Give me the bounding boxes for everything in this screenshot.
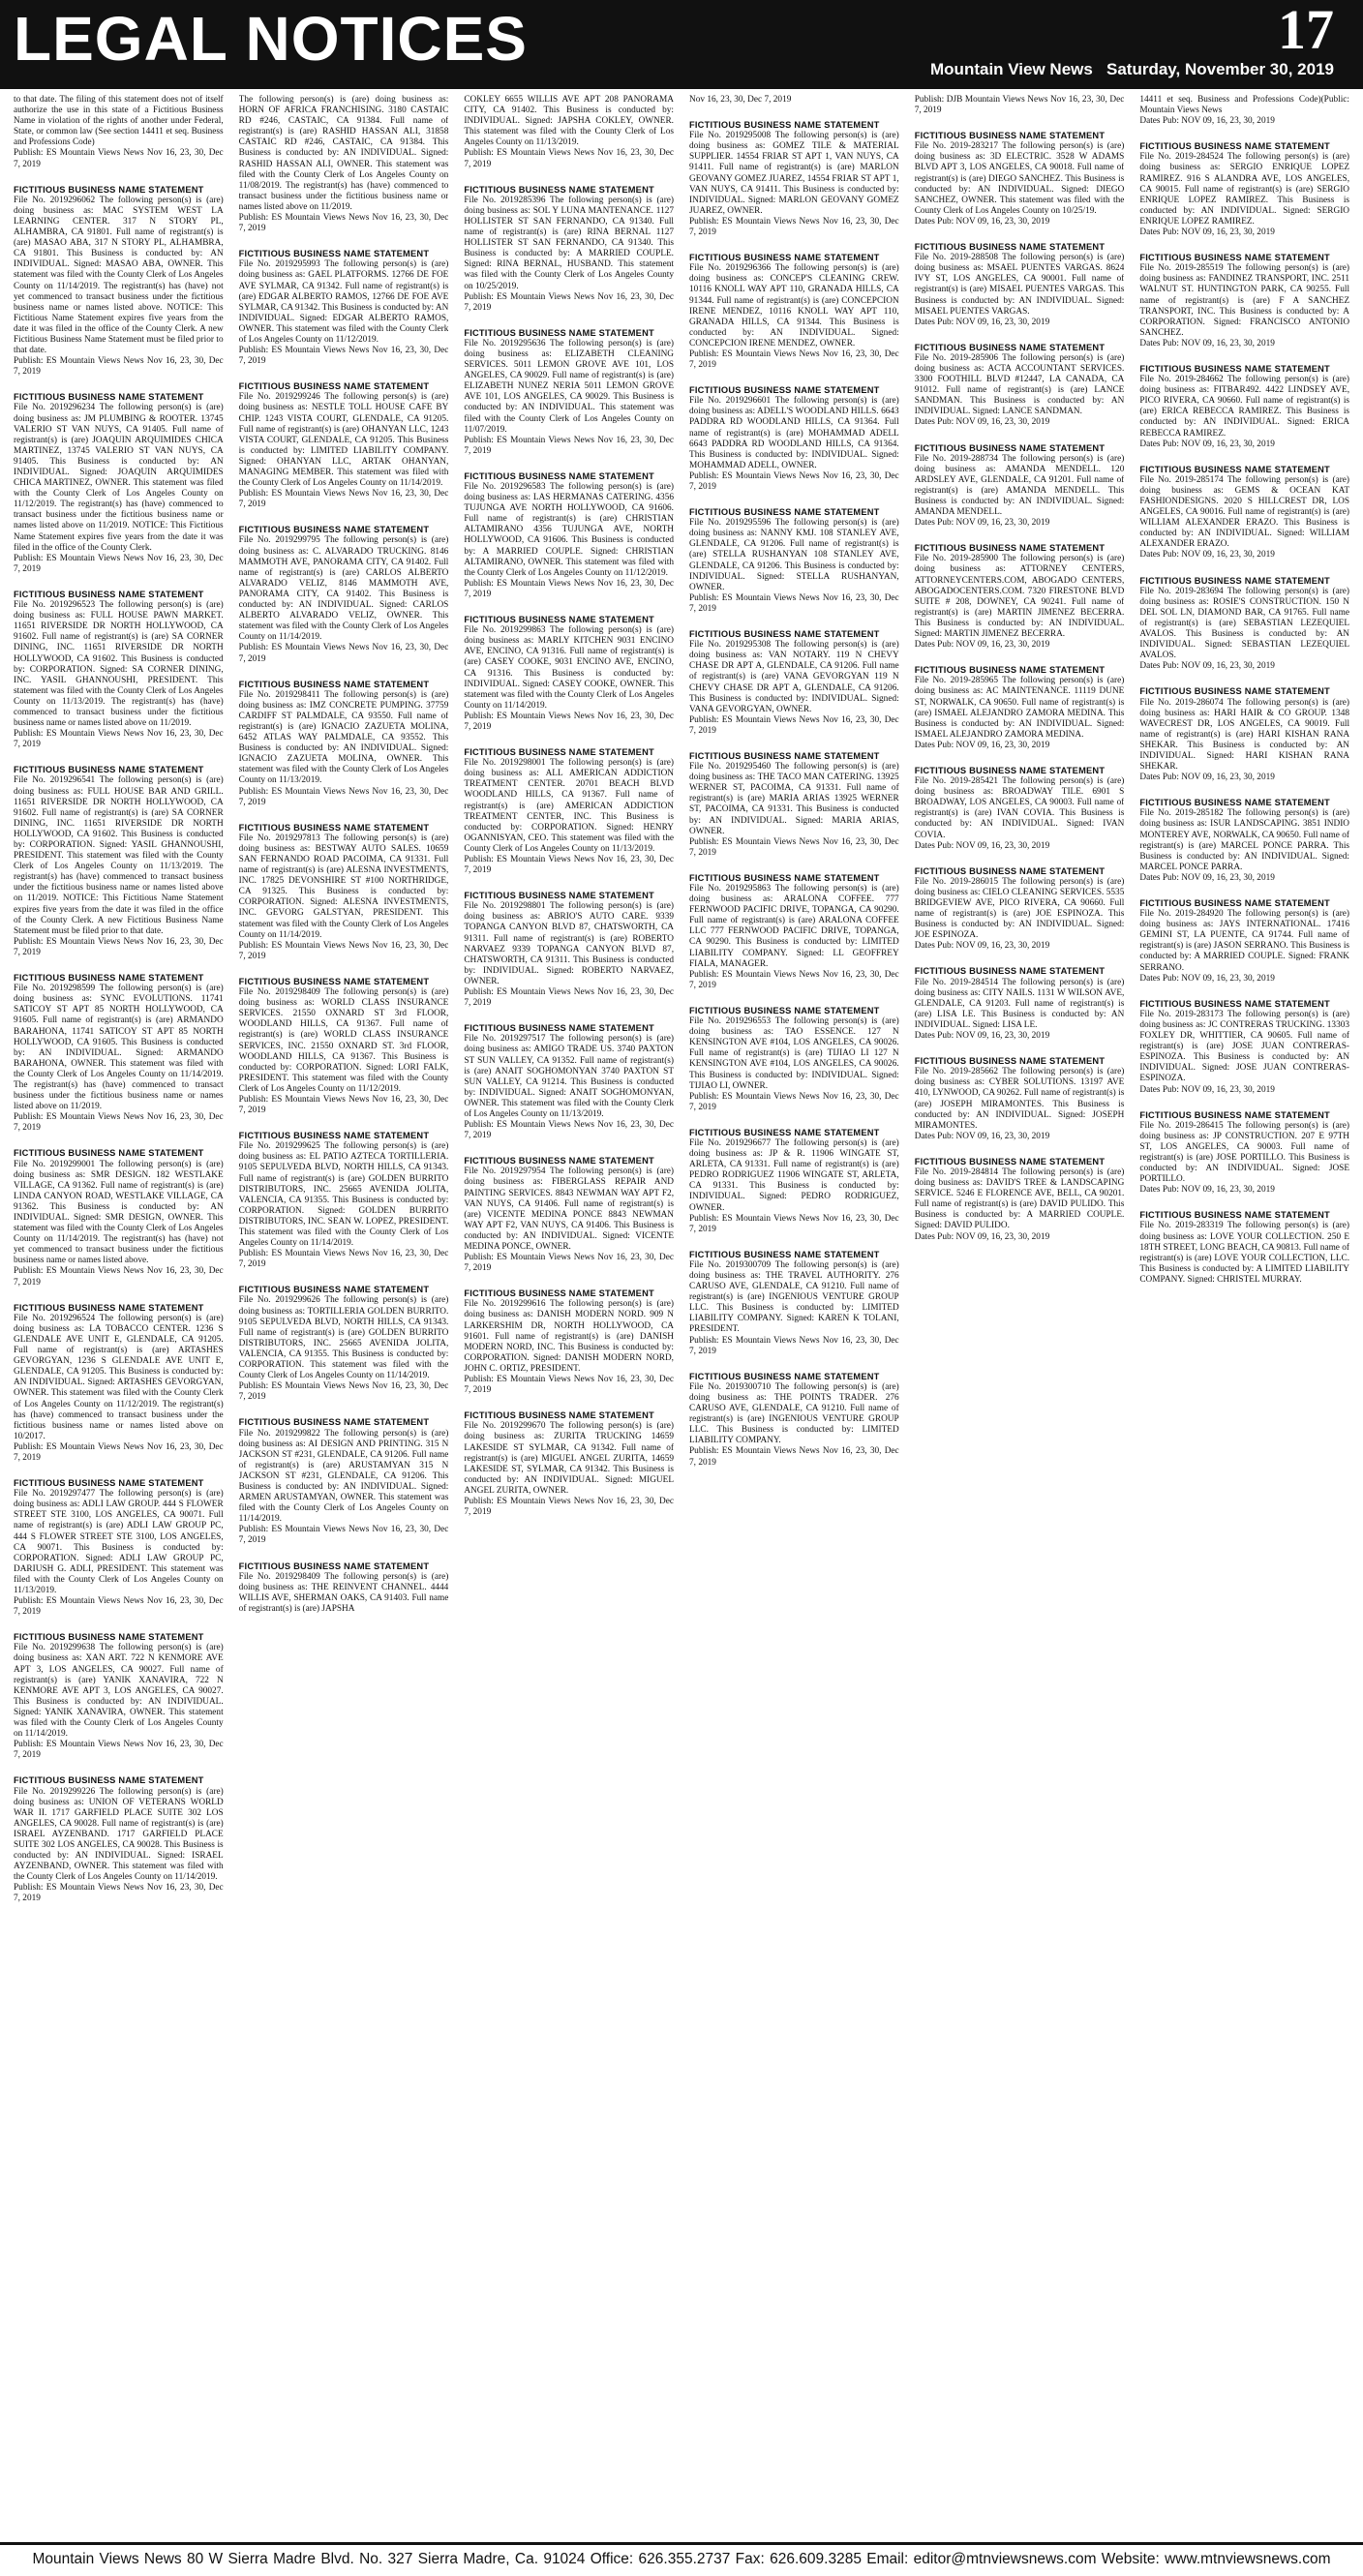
legal-notice (689, 1250, 899, 1357)
notice-publication-dates: Publish: ES Mountain Views News Nov 16, 23, 30, Dec 7, 2019 (689, 1446, 899, 1468)
notice-body: File No. 2019297954 The following person(s) is (are) doing business as: FIBERGLASS REPAIR AND PAINTING SERVICES. 8843 NEWMAN WAY APT F2, VAN NUYS, CA 91406. Full name of registrant(s) is (are) VICENTE MEDINA PONCE 8843 NEWMAN WAY APT F2, VAN NUYS, CA 91406. This Business is conducted by: AN INDIVIDUAL. Signed: VICENTE MEDINA PONCE, OWNER. (464, 1167, 675, 1252)
issue-date: Saturday, November 30, 2019 (1106, 60, 1334, 78)
notice-body: File No. 2019296553 The following person(s) is (are) doing business as: TAO ESSENCE. 127 N KENSINGTON AVE #104, LOS ANGELES, CA 90026. Full name of registrant(s) is (are) TIJIAO LI 127 N KENSINGTON AVE #104, LOS ANGELES, CA 90026. This Business is conducted by: INDIVIDUAL. Signed: TIJIAO LI, OWNER. (689, 1016, 899, 1091)
legal-notice (915, 866, 1125, 953)
notice-heading: FICTITIOUS BUSINESS NAME STATEMENT (689, 1371, 880, 1381)
notice-publication-dates: Publish: ES Mountain Views News Nov 16, 23, 30, Dec 7, 2019 (464, 578, 675, 599)
notice-publication-dates: Publish: ES Mountain Views News Nov 16, 23, 30, Dec 7, 2019 (238, 346, 449, 367)
notice-heading: FICTITIOUS BUSINESS NAME STATEMENT (914, 1056, 1106, 1067)
notice-publication-dates: Publish: ES Mountain Views News Nov 16, 23, 30, Dec 7, 2019 (14, 1441, 224, 1463)
notice-publication-dates: Publish: ES Mountain Views News Nov 16, 23, 30, Dec 7, 2019 (464, 435, 675, 456)
notice-publication-dates: Dates Pub: NOV 09, 16, 23, 30, 2019 (914, 317, 1050, 327)
notice-publication-dates: Publish: ES Mountain Views News Nov 16, 23, 30, Dec 7, 2019 (238, 213, 449, 234)
legal-notice (464, 95, 674, 170)
notice-publication-dates: Publish: ES Mountain Views News Nov 16, 23, 30, Dec 7, 2019 (689, 714, 899, 736)
notice-body: File No. 2019296524 The following person(s) is (are) doing business as: LA TOBACCO CENTER. 1236 S GLENDALE AVE UNIT E, GLENDALE, CA 91205. Full name of registrant(s) is (are) ARTASHES GEVORGYAN, 1236 S GLENDALE AVE UNIT E, GLENDALE, CA 91205. This Business is conducted by: AN INDIVIDUAL. Signed: ARTASHES GEVORGYAN, OWNER. This statement was filed with the County Clerk of Los Angeles County on 11/12/2019. The registrant(s) has (have) commenced to transact business under the fictitious business name or names listed above on 10/2017. (14, 1313, 224, 1441)
notice-body: The following person(s) is (are) doing business as: HORN OF AFRICA FRANCHISING. 3180 CASTAIC RD #246, CASTAIC, CA 91384. Full name of registrant(s) is (are) RASHID HASSAN ALI, 31858 CASTAIC RD #246, CASTAIC, CA 91384. This Business is conducted by: AN INDIVIDUAL. Signed: RASHID HASSAN ALI, OWNER. This statement was filed with the County Clerk of Los Angeles County on 11/08/2019. The registrant(s) has (have) commenced to transact business under the fictitious business name or names listed above on 11/2019. (238, 95, 449, 212)
notice-publication-dates: Publish: ES Mountain Views News Nov 16, 23, 30, Dec 7, 2019 (238, 643, 449, 664)
column-5 (915, 95, 1125, 2532)
notice-body: File No. 2019-285965 The following person(s) is (are) doing business as: AC MAINTENANCE. 11119 DUNE ST, NORWALK, CA 90650. Full name of registrant(s) is (are) ISMAEL ALEJANDRO ZAMORA MEDINA. This Business is conducted by: AN INDIVIDUAL. Signed: ISMAEL ALEJANDRO ZAMORA MEDINA. (914, 676, 1125, 740)
notice-body: File No. 2019300710 The following person(s) is (are) doing business as: THE POINTS TRADER. 276 CARUSO AVE, GLENDALE, CA 91210. Full name of registrant(s) is (are) INGENIOUS VENTURE GROUP LLC. This Business is conducted by: LIMITED LIABILITY COMPANY. (689, 1381, 899, 1446)
notice-publication-dates: Publish: ES Mountain Views News Nov 16, 23, 30, Dec 7, 2019 (14, 148, 224, 169)
notice-publication-dates: Publish: ES Mountain Views News Nov 16, 23, 30, Dec 7, 2019 (464, 291, 675, 313)
notice-publication-dates: Publish: ES Mountain Views News Nov 16, 23, 30, Dec 7, 2019 (14, 729, 224, 750)
legal-notice (14, 1632, 224, 1761)
legal-notice (464, 1156, 674, 1274)
legal-notice (464, 615, 674, 733)
notice-publication-dates: Dates Pub: NOV 09, 16, 23, 30, 2019 (914, 1131, 1050, 1141)
notice-body: File No. 2019295993 The following person(s) is (are) doing business as: GAEL PLATFORMS. 12766 DE FOE AVE SYLMAR, CA 91342. Full name of registrant(s) is (are) EDGAR ALBERTO RAMOS, 12766 DE FOE AVE SYLMAR, CA 91342. This Business is conducted by: AN INDIVIDUAL. Signed: EDGAR ALBERTO RAMOS, OWNER. This statement was filed with the County Clerk of Los Angeles County on 11/12/2019. (238, 259, 449, 345)
notice-heading: FICTITIOUS BUSINESS NAME STATEMENT (14, 1632, 204, 1643)
notice-heading: FICTITIOUS BUSINESS NAME STATEMENT (1139, 575, 1330, 586)
legal-notice (1139, 141, 1349, 238)
legal-notice (464, 747, 674, 876)
legal-notice (464, 185, 674, 314)
notice-publication-dates: Dates Pub: NOV 09, 16, 23, 30, 2019 (1139, 550, 1275, 561)
notice-heading: FICTITIOUS BUSINESS NAME STATEMENT (914, 543, 1106, 554)
notice-publication-dates: Dates Pub: NOV 09, 16, 23, 30, 2019 (1139, 1084, 1275, 1095)
notice-publication-dates: Dates Pub: NOV 09, 16, 23, 30, 2019 (1139, 227, 1275, 238)
legal-notice (464, 891, 674, 1009)
notice-heading: FICTITIOUS BUSINESS NAME STATEMENT (464, 615, 654, 625)
notice-body: File No. 2019296677 The following person(s) is (are) doing business as: JP & R. 11906 WINGATE ST, ARLETA, CA 91331. Full name of registrant(s) is (are) PEDRO RODRIGUEZ 11906 WINGATE ST, ARLETA, CA 91331. This Business is conducted by: INDIVIDUAL. Signed: PEDRO RODRIGUEZ, OWNER. (689, 1137, 899, 1213)
legal-notice (14, 185, 224, 379)
notice-body: File No. 2019296601 The following person(s) is (are) doing business as: ADELL'S WOODLAND HILLS. 6643 PADDRA RD WOODLAND HILLS, CA 91364. Full name of registrant(s) is (are) MOHAMMAD ADELL 6643 PADDRA RD WOODLAND HILLS, CA 91364. This Business is conducted by: INDIVIDUAL. Signed: MOHAMMAD ADELL, OWNER. (689, 396, 899, 470)
column-3 (464, 95, 674, 2532)
legal-notice (239, 95, 449, 234)
notice-publication-dates: Publish: ES Mountain Views News Nov 16, 23, 30, Dec 7, 2019 (689, 592, 899, 614)
notice-publication-dates: Dates Pub: NOV 09, 16, 23, 30, 2019 (1139, 773, 1275, 783)
notice-body: File No. 2019299626 The following person(s) is (are) doing business as: TORTILLERIA GOLDEN BURRITO. 9105 SEPULVEDA BLVD, NORTH HILLS, CA 91343. Full name of registrant(s) is (are) GOLDEN BURRITO DISTRIBUTORS, INC. 25665 AVENIDA JOLITA, VALENCIA, CA 91355. This Business is conducted by: CORPORATION. This statement was filed with the County Clerk of Los Angeles County on 11/14/2019. (238, 1295, 449, 1381)
legal-notice (1139, 898, 1349, 985)
legal-notice (464, 471, 674, 600)
section-title: LEGAL NOTICES (14, 4, 528, 74)
legal-notice (239, 1561, 449, 1615)
notice-heading: FICTITIOUS BUSINESS NAME STATEMENT (238, 525, 430, 535)
notice-body: File No. 2019298409 The following person(s) is (are) doing business as: WORLD CLASS INSURANCE SERVICES. 21550 OXNARD ST 3rd FLOOR, WOODLAND HILLS, CA 91367. Full name of registrant(s) is (are) WORLD CLASS INSURANCE SERVICES, INC. 21550 OXNARD ST. 3rd FLOOR, WOODLAND HILLS, CA 91367. This Business is conducted by: CORPORATION. Signed: LORI FALK, PRESIDENT. This statement was filed with the County Clerk of Los Angeles County on 11/12/2019. (238, 987, 449, 1094)
masthead-rule (0, 85, 1363, 89)
notice-publication-dates: Dates Pub: NOV 09, 16, 23, 30, 2019 (1139, 338, 1275, 349)
legal-notice (239, 381, 449, 510)
notice-publication-dates: Publish: ES Mountain Views News Nov 16, 23, 30, Dec 7, 2019 (689, 1091, 899, 1112)
legal-notice (915, 242, 1125, 328)
notice-body: File No. 2019-283217 The following person(s) is (are) doing business as: 3D ELECTRIC. 3528 W ADAMS BLVD APT 3, LOS ANGELES, CA 90018. Full name of registrant(s) is (are) DIEGO SANCHEZ. This Business is conducted by: AN INDIVIDUAL. Signed: DIEGO SANCHEZ, OWNER. This statement was filed with the County Clerk of Los Angeles County on 10/25/19. (914, 141, 1125, 216)
notice-body: File No. 2019-285662 The following person(s) is (are) doing business as: CYBER SOLUTIONS. 13197 AVE 410, LYNWOOD, CA 90262. Full name of registrant(s) is (are) JOSEPH MIRAMONTES. This Business is conducted by: AN INDIVIDUAL. Signed: JOSEPH MIRAMONTES. (914, 1067, 1125, 1131)
legal-notice (689, 1372, 899, 1469)
notice-heading: FICTITIOUS BUSINESS NAME STATEMENT (1139, 686, 1330, 697)
notice-body: File No. 2019299795 The following person(s) is (are) doing business as: C. ALVARADO TRUCKING. 8146 MAMMOTH AVE, PANORAMA CITY, CA 91402. Full name of registrant(s) is (are) CARLOS ALBERTO ALVARADO VELIZ, 8146 MAMMOTH AVE, PANORAMA CITY, CA 91402. This Business is conducted by: AN INDIVIDUAL. Signed: CARLOS ALBERTO ALVARADO VELIZ, OWNER. This statement was filed with the County Clerk of Los Angeles County on 11/14/2019. (238, 535, 449, 643)
notice-heading: FICTITIOUS BUSINESS NAME STATEMENT (1139, 464, 1330, 474)
notice-publication-dates: Dates Pub: NOV 09, 16, 23, 30, 2019 (914, 840, 1050, 851)
notice-heading: FICTITIOUS BUSINESS NAME STATEMENT (464, 891, 654, 901)
notice-body: File No. 2019-288508 The following person(s) is (are) doing business as: MSAEL PUENTES VARGAS. 8624 IVY ST, LOS ANGELES, CA 90001. Full name of registrant(s) is (are) MISAEL PUENTES VARGAS. This Business is conducted by: AN INDIVIDUAL. Signed: MISAEL PUENTES VARGAS. (914, 253, 1125, 317)
masthead (0, 0, 1363, 85)
notice-heading: FICTITIOUS BUSINESS NAME STATEMENT (689, 629, 880, 640)
legal-notice (915, 1157, 1125, 1243)
notice-heading: FICTITIOUS BUSINESS NAME STATEMENT (1139, 141, 1330, 152)
legal-notice (14, 392, 224, 575)
legal-notice (464, 328, 674, 457)
notice-publication-dates: Publish: ES Mountain Views News Nov 16, 23, 30, Dec 7, 2019 (238, 786, 449, 807)
notice-body: File No. 2019296523 The following person(s) is (are) doing business as: FULL HOUSE PAWN MARKET. 11651 RIVERSIDE DR NORTH HOLLYWOOD, CA 91602. Full name of registrant(s) is (are) SA CORNER DINING, INC. 11651 RIVERSIDE DR NORTH HOLLYWOOD, CA 91602. This Business is conducted by: CORPORATION. Signed: SA CORNER DINING, INC. YASIL GHANNOUSHI, PRESIDENT. This statement was filed with the County Clerk of Los Angeles County on 11/13/2019. The registrant(s) has (have) commenced to transact business under the fictitious business name or names listed above on 11/2019. (14, 600, 224, 729)
notice-publication-dates: Publish: ES Mountain Views News Nov 16, 23, 30, Dec 7, 2019 (238, 1094, 449, 1116)
notice-heading: FICTITIOUS BUSINESS NAME STATEMENT (1139, 363, 1330, 374)
notice-body: File No. 2019295636 The following person(s) is (are) doing business as: ELIZABETH CLEANING SERVICES. 5011 LEMON GROVE AVE 101, LOS ANGELES, CA 90029. Full name of registrant(s) is (are) ELIZABETH NUNEZ NERIA 5011 LEMON GROVE AVE 101, LOS ANGELES, CA 90029. This Business is conducted by: AN INDIVIDUAL. This statement was filed with the County Clerk of Los Angeles County on 11/07/2019. (464, 338, 675, 435)
legal-notice (1139, 95, 1349, 127)
masthead-subline (930, 60, 1334, 79)
legal-notice (689, 385, 899, 493)
column-6 (1139, 95, 1349, 2532)
notice-body: File No. 2019297517 The following person(s) is (are) doing business as: AMIGO TRADE US. 3740 PAXTON ST SUN VALLEY, CA 91352. Full name of registrant(s) is (are) ANAIT SOGHOMONYAN 3740 PAXTON ST SUN VALLEY, CA 91214. This Business is conducted by: INDIVIDUAL. Signed: ANAIT SOGHOMONYAN, OWNER. This statement was filed with the County Clerk of Los Angeles County on 11/13/2019. (464, 1034, 675, 1119)
notice-heading: FICTITIOUS BUSINESS NAME STATEMENT (914, 665, 1106, 676)
legal-notice (239, 823, 449, 962)
notice-body: File No. 2019295863 The following person(s) is (are) doing business as: ARALONA COFFEE. 777 FERNWOOD PACIFIC DRIVE, TOPANGA, CA 90290. Full name of registrant(s) is (are) ARALONA COFFEE LLC 777 FERNWOOD PACIFIC DRIVE, TOPANGA, CA 90290. This Business is conducted by: LIMITED LIABILITY COMPANY. Signed: LL GEOFFREY FIALA, MANAGER. (689, 884, 899, 969)
notice-body: File No. 2019-284514 The following person(s) is (are) doing business as: CITY NAILS. 1131 W WILSON AVE, GLENDALE, CA 91203. Full name of registrant(s) is (are) LISA LE. This Business is conducted by: AN INDIVIDUAL. Signed: LISA LE. (914, 977, 1125, 1030)
notice-publication-dates: Publish: ES Mountain Views News Nov 16, 23, 30, Dec 7, 2019 (14, 1266, 224, 1288)
legal-notice (689, 873, 899, 991)
notice-heading: FICTITIOUS BUSINESS NAME STATEMENT (14, 973, 204, 984)
notice-heading: FICTITIOUS BUSINESS NAME STATEMENT (1139, 798, 1330, 808)
notice-heading: FICTITIOUS BUSINESS NAME STATEMENT (1139, 898, 1330, 908)
notice-publication-dates: Dates Pub: NOV 09, 16, 23, 30, 2019 (914, 518, 1050, 529)
notice-publication-dates: Publish: ES Mountain Views News Nov 16, 23, 30, Dec 7, 2019 (238, 1249, 449, 1270)
notice-body: File No. 2019-283319 The following person(s) is (are) doing business as: LOVE YOUR COLLECTION. 250 E 18TH STREET, LONG BEACH, CA 90813. Full name of registrant(s) is (are) LOVE YOUR COLLECTION, LLC. This Business is conducted by: A LIMITED LIABILITY COMPANY. Signed: CHRISTEL MURRAY. (1139, 1221, 1349, 1285)
notice-body: File No. 2019-284920 The following person(s) is (are) doing business as: JAYS INTERNATIONAL. 17416 GEMINI ST, LA PUENTE, CA 91744. Full name of registrant(s) is (are) JASON SERRANO. This Business is conducted by: A MARRIED COUPLE. Signed: FRANK SERRANO. (1139, 909, 1349, 973)
notice-body: File No. 2019296062 The following person(s) is (are) doing business as: MAC SYSTEM WEST LA LEARNING CENTER. 317 N STORY PL, ALHAMBRA, CA 91801. Full name of registrant(s) is (are) MASAO ABA, 317 N STORY PL, ALHAMBRA, CA 91801. This Business is conducted by: AN INDIVIDUAL. Signed: MASAO ABA, OWNER. This statement was filed with the County Clerk of Los Angeles County on 11/14/2019. The registrant(s) has (have) not yet commenced to transact business under the fictitious business name or names listed above. NOTICE: This Fictitious Name Statement expires five years from the date it was filed in the office of the County Clerk. A new Fictitious Business Name Statement must be filed prior to that date. (14, 195, 224, 356)
notice-heading: FICTITIOUS BUSINESS NAME STATEMENT (464, 1023, 654, 1034)
legal-notice (14, 1303, 224, 1464)
legal-notice (915, 966, 1125, 1042)
notice-heading: FICTITIOUS BUSINESS NAME STATEMENT (689, 1127, 880, 1137)
notice-body: File No. 2019297477 The following person(s) is (are) doing business as: ADLI LAW GROUP. 444 S FLOWER STREET STE 3100, LOS ANGELES, CA 90071. Full name of registrant(s) is (are) ADLI LAW GROUP PC, 444 S FLOWER STREET STE 3100, LOS ANGELES, CA 90071. This Business is conducted by: CORPORATION. Signed: ADLI LAW GROUP PC, DARIUSH G. ADLI, PRESIDENT. This statement was filed with the County Clerk of Los Angeles County on 11/13/2019. (14, 1489, 224, 1595)
notice-publication-dates: Publish: ES Mountain Views News Nov 16, 23, 30, Dec 7, 2019 (14, 356, 224, 378)
notice-body: COKLEY 6655 WILLIS AVE APT 208 PANORAMA CITY, CA 91402. This Business is conducted by: INDIVIDUAL. Signed: JAPSHA COKLEY, OWNER. This statement was filed with the County Clerk of Los Angeles County on 11/13/2019. (464, 95, 675, 148)
notice-body: File No. 2019299822 The following person(s) is (are) doing business as: AI DESIGN AND PRINTING. 315 N JACKSON ST #231, GLENDALE, CA 91206. Full name of registrant(s) is (are) ARUSTAMYAN 315 N JACKSON ST #231, GLENDALE, CA 91206. This Business is conducted by: AN INDIVIDUAL. Signed: ARMEN ARUSTAMYAN, OWNER. This statement was filed with the County Clerk of Los Angeles County on 11/14/2019. (238, 1428, 449, 1525)
notice-heading: FICTITIOUS BUSINESS NAME STATEMENT (238, 381, 430, 392)
notice-heading: FICTITIOUS BUSINESS NAME STATEMENT (914, 966, 1106, 977)
legal-notice (689, 1006, 899, 1113)
column-1 (14, 95, 224, 2532)
notice-publication-dates: Dates Pub: NOV 09, 16, 23, 30, 2019 (1139, 1185, 1275, 1196)
notice-heading: FICTITIOUS BUSINESS NAME STATEMENT (1139, 1109, 1330, 1120)
notice-heading: FICTITIOUS BUSINESS NAME STATEMENT (914, 765, 1106, 775)
legal-notice (1139, 253, 1349, 349)
notice-heading: FICTITIOUS BUSINESS NAME STATEMENT (464, 184, 654, 195)
legal-notice (689, 629, 899, 737)
notice-body: File No. 2019298411 The following person(s) is (are) doing business as: IMZ CONCRETE PUMPING. 37759 CARDIFF ST PALMDALE, CA 93550. Full name of registrant(s) is (are) IGNACIO ZAZUETA MOLINA, 6452 ATLAS WAY PALMDALE, CA 93552. This Business is conducted by: AN INDIVIDUAL. Signed: IGNACIO ZAZUETA MOLINA, OWNER. This statement was filed with the County Clerk of Los Angeles County on 11/13/2019. (238, 689, 449, 786)
legal-notice (1139, 686, 1349, 783)
notice-body: File No. 2019296366 The following person(s) is (are) doing business as: CONCEP'S CLEANING CREW. 10116 KNOLL WAY APT 110, GRANADA HILLS, CA 91344. Full name of registrant(s) is (are) CONCEPCION IRENE MENDEZ, 10116 KNOLL WAY APT 110, GRANADA HILLS, CA 91344. This Business is conducted by: AN INDIVIDUAL. Signed: CONCEPCION IRENE MENDEZ, OWNER. (689, 263, 899, 349)
notice-body: File No. 2019-283694 The following person(s) is (are) doing business as: ROSIE'S CONSTRUCTION. 150 N DEL SOL LN, DIAMOND BAR, CA 91765. Full name of registrant(s) is (are) SEBASTIAN LEZEQUIEL AVALOS. This Business is conducted by: AN INDIVIDUAL. Signed: SEBASTIAN LEZEQUIEL AVALOS. (1139, 586, 1349, 661)
notice-body: File No. 2019296234 The following person(s) is (are) doing business as: JM PLUMBING & ROOTER. 13745 VALERIO ST VAN NUYS, CA 91405. Full name of registrant(s) is (are) JOAQUIN ARQUIMIDES CHICA MARTINEZ, 13745 VALERIO ST VAN NUYS, CA 91405. This Business is conducted by: AN INDIVIDUAL. Signed: JOAQUIN ARQUIMIDES CHICA MARTINEZ, OWNER. This statement was filed with the County Clerk of Los Angeles County on 11/12/2019. The registrant(s) has (have) commenced to transact business under the fictitious business name or names listed above on 11/2019. NOTICE: This Fictitious Name Statement expires five years from the date it was filed in the office of the County Clerk. (14, 403, 224, 553)
legal-notice (689, 120, 899, 238)
notice-body: File No. 2019-285900 The following person(s) is (are) doing business as: ATTORNEY CENTERS, ATTORNEYCENTERS.COM, ABOGADO CENTERS, ABOGADOCENTERS.COM. 7320 FIRESTONE BLVD SUITE # 208, DOWNEY, CA 90241. Full name of registrant(s) is (are) MARTIN JIMENEZ BECERRA. This Business is conducted by: AN INDIVIDUAL. Signed: MARTIN JIMENEZ BECERRA. (914, 554, 1125, 640)
notice-heading: FICTITIOUS BUSINESS NAME STATEMENT (914, 342, 1106, 352)
notice-heading: FICTITIOUS BUSINESS NAME STATEMENT (14, 1302, 204, 1313)
notice-body: File No. 2019299863 The following person(s) is (are) doing business as: MARLY KITCHEN 9031 ENCINO AVE, ENCINO, CA 91316. Full name of registrant(s) is (are) CASEY COOKE, 9031 ENCINO AVE, ENCINO, CA 91316. This Business is conducted by: INDIVIDUAL. Signed: CASEY COOKE, OWNER. This statement was filed with the County Clerk of Los Angeles County on 11/14/2019. (464, 625, 675, 711)
legal-notice (915, 131, 1125, 227)
publication-name: Mountain View News (930, 60, 1093, 78)
legal-notice (1139, 1110, 1349, 1197)
notice-body: File No. 2019-285182 The following person(s) is (are) doing business as: ISUR LANDSCAPING. 3851 INDIO MONTEREY AVE, NORWALK, CA 90650. Full name of registrant(s) is (are) MARCEL PONCE PARRA. This Business is conducted by: AN INDIVIDUAL. Signed: MARCEL PONCE PARRA. (1139, 808, 1349, 872)
notice-body: File No. 2019299670 The following person(s) is (are) doing business as: ZURITA TRUCKING 14659 LAKESIDE ST SYLMAR, CA 91342. Full name of registrant(s) is (are) MIGUEL ANGEL ZURITA, 14659 LAKESIDE ST, SYLMAR, CA 91342. This Business is conducted by: AN INDIVIDUAL. Signed: MIGUEL ANGEL ZURITA, OWNER. (464, 1421, 675, 1496)
notice-publication-dates: Publish: ES Mountain Views News Nov 16, 23, 30, Dec 7, 2019 (14, 1112, 224, 1134)
notice-body: File No. 2019298599 The following person(s) is (are) doing business as: SYNC EVOLUTIONS. 11741 SATICOY ST APT 85 NORTH HOLLYWOOD, CA 91605. Full name of registrant(s) is (are) ARMANDO BARAHONA, 11741 SATICOY ST APT 85 NORTH HOLLYWOOD, CA 91605. This Business is conducted by: AN INDIVIDUAL. Signed: ARMANDO BARAHONA, OWNER. This statement was filed with the County Clerk of Los Angeles County on 11/14/2019. The registrant(s) has (have) commenced to transact business under the fictitious business name or names listed above on 11/2019. (14, 984, 224, 1112)
notice-publication-dates: Publish: ES Mountain Views News Nov 16, 23, 30, Dec 7, 2019 (238, 940, 449, 961)
notice-publication-dates: Dates Pub: NOV 09, 16, 23, 30, 2019 (914, 740, 1050, 750)
notice-body: File No. 2019299226 The following person(s) is (are) doing business as: UNION OF VETERANS WORLD WAR II. 1717 GARFIELD PLACE SUITE 302 LOS ANGELES, CA 90028. Full name of registrant(s) is (are) ISRAEL AYZENBAND. 1717 GARFIELD PLACE SUITE 302 LOS ANGELES, CA 90028. This Business is conducted by: AN INDIVIDUAL. Signed: ISRAEL AYZENBAND, OWNER. This statement was filed with the County Clerk of Los Angeles County on 11/14/2019. (14, 1786, 224, 1883)
legal-notice (239, 249, 449, 367)
notice-publication-dates: Publish: ES Mountain Views News Nov 16, 23, 30, Dec 7, 2019 (689, 470, 899, 492)
notice-heading: FICTITIOUS BUSINESS NAME STATEMENT (689, 1249, 880, 1259)
notice-heading: FICTITIOUS BUSINESS NAME STATEMENT (238, 1131, 430, 1141)
notice-publication-dates: Dates Pub: NOV 09, 16, 23, 30, 2019 (1139, 973, 1275, 984)
notice-publication-dates: Dates Pub: NOV 09, 16, 23, 30, 2019 (1139, 439, 1275, 449)
legal-notice (239, 680, 449, 808)
legal-notice (1139, 465, 1349, 561)
legal-notice (1139, 798, 1349, 884)
notice-publication-dates: Publish: ES Mountain Views News Nov 16, 23, 30, Dec 7, 2019 (14, 936, 224, 957)
legal-notice (915, 543, 1125, 651)
legal-notice (1139, 1210, 1349, 1286)
notice-body: File No. 2019-286074 The following person(s) is (are) doing business as: HARI HAIR & CO GROUP. 1348 WAVECREST DR, LOS ANGELES, CA 90019. Full name of registrant(s) is (are) HARI KISHAN RANA SHEKAR. This Business is conducted by: AN INDIVIDUAL. Signed: HARI KISHAN RANA SHEKAR. (1139, 697, 1349, 773)
notice-body: File No. 2019-288734 The following person(s) is (are) doing business as: AMANDA MENDELL. 120 ARDSLEY AVE, GLENDALE, CA 91201. Full name of registrant(s) is (are) AMANDA MENDELL. This Business is conducted by: AN INDIVIDUAL. Signed: AMANDA MENDELL. (914, 453, 1125, 518)
legal-notice (689, 1128, 899, 1235)
legal-notice (915, 95, 1125, 116)
notice-heading: FICTITIOUS BUSINESS NAME STATEMENT (1139, 1210, 1330, 1221)
legal-notice (689, 751, 899, 859)
notice-body: 14411 et seq. Business and Professions Code)(Public: Mountain Views News (1139, 95, 1349, 116)
notice-publication-dates: Publish: ES Mountain Views News Nov 16, 23, 30, Dec 7, 2019 (14, 553, 224, 574)
legal-notice (464, 1410, 674, 1518)
notice-heading: FICTITIOUS BUSINESS NAME STATEMENT (689, 872, 880, 883)
legal-notice (14, 1478, 224, 1618)
notice-publication-dates: Dates Pub: NOV 09, 16, 23, 30, 2019 (1139, 116, 1275, 127)
notice-body: File No. 2019299246 The following person(s) is (are) doing business as: NESTLE TOLL HOUSE CAFE BY CHIP. 1243 VISTA COURT, GLENDALE, CA 91205. Full name of registrant(s) is (are) OHANYAN LLC, 1243 VISTA COURT, GLENDALE, CA 91205. This Business is conducted by: LIMITED LIABILITY COMPANY. Signed: OHANYAN LLC, ARTAK OHANYAN, MANAGING MEMBER. This statement was filed with the County Clerk of Los Angeles County on 11/14/2019. (238, 392, 449, 489)
notice-body: File No. 2019-286015 The following person(s) is (are) doing business as: CIELO CLEANING SERVICES. 5535 BRIDGEVIEW AVE, PICO RIVERA, CA 90660. Full name of registrant(s) is (are) JOE ESPINOZA. This Business is conducted by: AN INDIVIDUAL. Signed: JOE ESPINOZA. (914, 876, 1125, 941)
notice-body: File No. 2019-284814 The following person(s) is (are) doing business as: DAVID'S TREE & LANDSCAPING SERVICE. 5246 E FLORENCE AVE, BELL, CA 90201. Full name of registrant(s) is (are) DAVID PULIDO. This Business is conducted by: A MARRIED COUPLE. Signed: DAVID PULIDO. (914, 1167, 1125, 1231)
notice-heading: FICTITIOUS BUSINESS NAME STATEMENT (464, 1410, 654, 1421)
column-4 (689, 95, 899, 2532)
notice-heading: FICTITIOUS BUSINESS NAME STATEMENT (914, 442, 1106, 453)
legal-notice (915, 343, 1125, 429)
notice-heading: FICTITIOUS BUSINESS NAME STATEMENT (914, 1156, 1106, 1167)
notice-body: File No. 2019299638 The following person(s) is (are) doing business as: XAN ART. 722 N KENMORE AVE APT 3, LOS ANGELES, CA 90027. Full name of registrant(s) is (are) YANIK XANAVIRA, 722 N KENMORE AVE APT 3, LOS ANGELES, CA 90027. This Business is conducted by: AN INDIVIDUAL. Signed: YANIK XANAVIRA, OWNER. This statement was filed with the County Clerk of Los Angeles County on 11/14/2019. (14, 1643, 224, 1740)
notice-publication-dates: Publish: ES Mountain Views News Nov 16, 23, 30, Dec 7, 2019 (464, 711, 675, 732)
notice-heading: FICTITIOUS BUSINESS NAME STATEMENT (14, 1775, 204, 1786)
notice-heading: FICTITIOUS BUSINESS NAME STATEMENT (464, 1288, 654, 1299)
notice-body: to that date. The filing of this statement does not of itself authorize the use in this state of a Fictitious Business Name in violation of the rights of another under Federal, State, or common law (See section 14411 et seq. Business and Professions Code) (14, 95, 224, 148)
legal-notice (14, 765, 224, 958)
notice-body: File No. 2019299625 The following person(s) is (are) doing business as: EL PATIO AZTECA TORTILLERIA. 9105 SEPULVEDA BLVD, NORTH HILLS, CA 91343. Full name of registrant(s) is (are) GOLDEN BURRITO DISTRIBUTORS, INC. 25665 AVENIDA JOLITA, VALENCIA, CA 91355. This Business is conducted by: CORPORATION. Signed: GOLDEN BURRITO DISTRIBUTORS, INC. SEAN W. LOPEZ, PRESIDENT. This statement was filed with the County Clerk of Los Angeles County on 11/14/2019. (238, 1141, 449, 1249)
notice-publication-dates: Publish: ES Mountain Views News Nov 16, 23, 30, Dec 7, 2019 (464, 1120, 675, 1141)
legal-notice (1139, 576, 1349, 673)
notice-body: File No. 2019295596 The following person(s) is (are) doing business as: NANNY KMJ. 108 STANLEY AVE, GLENDALE, CA 91206. Full name of registrant(s) is (are) STELLA RUSHANYAN 108 STANLEY AVE, GLENDALE, CA 91206. This Business is conducted by: INDIVIDUAL. Signed: STELLA RUSHANYAN, OWNER. (689, 518, 899, 592)
notice-heading: FICTITIOUS BUSINESS NAME STATEMENT (1139, 998, 1330, 1009)
notice-heading: FICTITIOUS BUSINESS NAME STATEMENT (914, 865, 1106, 876)
notice-publication-dates: Publish: ES Mountain Views News Nov 16, 23, 30, Dec 7, 2019 (14, 1883, 224, 1904)
column-2 (239, 95, 449, 2532)
notice-body: File No. 2019299001 The following person(s) is (are) doing business as: SMR DESIGN. 182 WESTLAKE VILLAGE, CA 91362. Full name of registrant(s) is (are) LINDA CANYON ROAD, WESTLAKE VILLAGE, CA 91362. This Business is conducted by: AN INDIVIDUAL. Signed: SMR DESIGN, OWNER. This statement was filed with the County Clerk of Los Angeles County on 11/14/2019. The registrant(s) has (have) not yet commenced to transact business under the fictitious business name or names listed above. (14, 1159, 224, 1266)
legal-notice (915, 665, 1125, 751)
notice-publication-dates: Publish: ES Mountain Views News Nov 16, 23, 30, Dec 7, 2019 (464, 855, 675, 876)
notice-heading: FICTITIOUS BUSINESS NAME STATEMENT (689, 507, 880, 518)
notice-body: File No. 2019298001 The following person(s) is (are) doing business as: ALL AMERICAN ADDICTION TREATMENT CENTER. 20701 BEACH BLVD WOODLAND HILLS, CA 91367. Full name of registrant(s) is (are) AMERICAN ADDICTION TREATMENT CENTER, INC. This Business is conducted by: CORPORATION. Signed: HENRY OGANNISYAN, CEO. This statement was filed with the County Clerk of Los Angeles County on 11/13/2019. (464, 758, 675, 854)
notice-heading: FICTITIOUS BUSINESS NAME STATEMENT (14, 589, 204, 599)
notice-publication-dates: Publish: ES Mountain Views News Nov 16, 23, 30, Dec 7, 2019 (238, 489, 449, 510)
notice-publication-dates: Publish: ES Mountain Views News Nov 16, 23, 30, Dec 7, 2019 (464, 1253, 675, 1274)
legal-notice (915, 766, 1125, 852)
notice-heading: FICTITIOUS BUSINESS NAME STATEMENT (238, 249, 430, 259)
notice-publication-dates: Publish: ES Mountain Views News Nov 16, 23, 30, Dec 7, 2019 (464, 987, 675, 1009)
notice-publication-dates: Dates Pub: NOV 09, 16, 23, 30, 2019 (1139, 872, 1275, 883)
legal-notice (239, 525, 449, 664)
notice-heading: FICTITIOUS BUSINESS NAME STATEMENT (464, 327, 654, 338)
legal-notice (14, 1148, 224, 1288)
notice-body: File No. 2019298409 The following person(s) is (are) doing business as: THE REINVENT CHANNEL. 4444 WILLIS AVE, SHERMAN OAKS, CA 91403. Full name of registrant(s) is (are) JAPSHA (238, 1571, 449, 1614)
notice-publication-dates: Publish: ES Mountain Views News Nov 16, 23, 30, Dec 7, 2019 (14, 1740, 224, 1761)
notice-publication-dates: Publish: ES Mountain Views News Nov 16, 23, 30, Dec 7, 2019 (464, 1375, 675, 1396)
notice-heading: FICTITIOUS BUSINESS NAME STATEMENT (689, 750, 880, 761)
notice-heading: FICTITIOUS BUSINESS NAME STATEMENT (14, 1148, 204, 1159)
notice-body: File No. 2019297813 The following person(s) is (are) doing business as: BESTWAY AUTO SALES. 10659 SAN FERNANDO ROAD PACOIMA, CA 91331. Full name of registrant(s) is (are) ALESNA INVESTMENTS, INC. 17825 DEVONSHIRE ST #100 NORTHRIDGE, CA 91325. This Business is conducted by: CORPORATION. Signed: ALESNA INVESTMENTS, INC. GEVORG GALSTYAN, PRESIDENT. This statement was filed with the County Clerk of Los Angeles County on 11/14/2019. (238, 833, 449, 940)
notice-heading: FICTITIOUS BUSINESS NAME STATEMENT (238, 1417, 430, 1428)
notice-body: File No. 2019295008 The following person(s) is (are) doing business as: GOMEZ TILE & MATERIAL SUPPLIER. 14554 FRIAR ST APT 1, VAN NUYS, CA 91411. Full name of registrant(s) is (are) MARLON GEOVANY GOMEZ JUAREZ, 14554 FRIAR ST APT 1, VAN NUYS, CA 91411. This Business is conducted by: INDIVIDUAL. Signed: MARLON GEOVANY GOMEZ JUAREZ, OWNER. (689, 131, 899, 216)
notice-heading: FICTITIOUS BUSINESS NAME STATEMENT (464, 1156, 654, 1167)
legal-notice (239, 1131, 449, 1270)
legal-notice (689, 95, 899, 106)
notice-heading: FICTITIOUS BUSINESS NAME STATEMENT (689, 385, 880, 396)
notice-heading: FICTITIOUS BUSINESS NAME STATEMENT (1139, 253, 1330, 263)
notice-publication-dates: Publish: ES Mountain Views News Nov 16, 23, 30, Dec 7, 2019 (689, 836, 899, 858)
notice-heading: FICTITIOUS BUSINESS NAME STATEMENT (689, 253, 880, 263)
legal-notice (915, 443, 1125, 530)
notice-body: File No. 2019-284662 The following person(s) is (are) doing business as: FITBAR492. 4422 LINDSEY AVE, PICO RIVERA, CA 90660. Full name of registrant(s) is (are) ERICA REBECCA RAMIREZ. This Business is conducted by: AN INDIVIDUAL. Signed: ERICA REBECCA RAMIREZ. (1139, 375, 1349, 439)
notice-heading: FICTITIOUS BUSINESS NAME STATEMENT (238, 822, 430, 833)
notice-publication-dates: Dates Pub: NOV 09, 16, 23, 30, 2019 (1139, 661, 1275, 672)
notice-body: File No. 2019296583 The following person(s) is (are) doing business as: LAS HERMANAS CATERING. 4356 TUJUNGA AVE NORTH HOLLYWOOD, CA 91606. Full name of registrant(s) is (are) CHRISTIAN ALTAMIRANO 4356 TUJUNGA AVE, NORTH HOLLYWOOD, CA 91606. This Business is conducted by: A MARRIED COUPLE. Signed: CHRISTIAN ALTAMIRANO, OWNER. This statement was filed with the County Clerk of Los Angeles County on 11/12/2019. (464, 482, 675, 578)
legal-notice (464, 1023, 674, 1141)
notice-body: File No. 2019296541 The following person(s) is (are) doing business as: FULL HOUSE BAR AND GRILL. 11651 RIVERSIDE DR NORTH HOLLYWOOD, CA 91602. Full name of registrant(s) is (are) SA CORNER DINING, INC. 11651 RIVERSIDE DR NORTH HOLLYWOOD, CA 91602. This Business is conducted by: CORPORATION. Signed: YASIL GHANNOUSHI, PRESIDENT. This statement was filed with the County Clerk of Los Angeles County on 11/13/2019. The registrant(s) has (have) commenced to transact business under the fictitious business name or names listed above on 11/2019. NOTICE: This Fictitious Name Statement expires five years from the date it was filed in the office of the County Clerk. A new Fictitious Business Name Statement must be filed prior to that date. (14, 775, 224, 936)
notice-body: File No. 2019295308 The following person(s) is (are) doing business as: VAN NOTARY. 119 N CHEVY CHASE DR APT A, GLENDALE, CA 91206. Full name of registrant(s) is (are) VANA GEVORGYAN 119 N CHEVY CHASE DR APT A, GLENDALE, CA 91206. This Business is conducted by: INDIVIDUAL. Signed: VANA GEVORGYAN, OWNER. (689, 640, 899, 714)
notice-heading: FICTITIOUS BUSINESS NAME STATEMENT (14, 184, 204, 195)
notice-heading: FICTITIOUS BUSINESS NAME STATEMENT (14, 392, 204, 403)
legal-notice (689, 507, 899, 615)
notice-publication-dates: Publish: ES Mountain Views News Nov 16, 23, 30, Dec 7, 2019 (238, 1381, 449, 1403)
notice-body: File No. 2019-284524 The following person(s) is (are) doing business as: SERGIO ENRIQUE LOPEZ RAMIREZ. 916 S ALANDRA AVE, LOS ANGELES, CA 90015. Full name of registrant(s) is (are) SERGIO ENRIQUE LOPEZ RAMIREZ. This Business is conducted by: AN INDIVIDUAL. Signed: SERGIO ENRIQUE LOPEZ RAMIREZ. (1139, 152, 1349, 227)
notice-body: File No. 2019-285906 The following person(s) is (are) doing business as: ACTA ACCOUNTANT SERVICES. 3300 FOOTHILL BLVD #12447, LA CANADA, CA 91012. Full name of registrant(s) is (are) LANCE SANDMAN. This Business is conducted by: AN INDIVIDUAL. Signed: LANCE SANDMAN. (914, 352, 1125, 417)
notice-heading: FICTITIOUS BUSINESS NAME STATEMENT (689, 120, 880, 131)
notice-heading: FICTITIOUS BUSINESS NAME STATEMENT (238, 1561, 430, 1571)
notice-body: Publish: DJB Mountain Views News Nov 16, 23, 30, Dec 7, 2019 (914, 95, 1125, 116)
notice-publication-dates: Publish: ES Mountain Views News Nov 16, 23, 30, Dec 7, 2019 (689, 349, 899, 371)
notice-body: File No. 2019285396 The following person(s) is (are) doing business as: SOL Y LUNA MANTENANCE. 1127 HOLLISTER ST SAN FERNANDO, CA 91340. Full name of registrant(s) is (are) RINA BERNAL 1127 HOLLISTER ST SAN FERNANDO, CA 91340. This Business is conducted by: A MARRIED COUPLE. Signed: RINA BERNAL, HUSBAND. This statement was filed with the County Clerk of Los Angeles County on 10/25/2019. (464, 195, 675, 291)
notice-body: File No. 2019-286415 The following person(s) is (are) doing business as: JP CONSTRUCTION. 207 E 97TH ST, LOS ANGELES, CA 90003. Full name of registrant(s) is (are) JOSE PORTILLO. This Business is conducted by: AN INDIVIDUAL. Signed: JOSE PORTILLO. (1139, 1120, 1349, 1185)
notice-body: File No. 2019-285519 The following person(s) is (are) doing business as: FANDINEZ TRANSPORT, INC. 2511 WALNUT ST. HUNTINGTON PARK, CA 90255. Full name of registrant(s) is (are) F A SANCHEZ TRANSPORT, INC. This Business is conducted by: A CORPORATION. Signed: FRANCISCO ANTONIO SANCHEZ. (1139, 263, 1349, 338)
notice-publication-dates: Publish: ES Mountain Views News Nov 16, 23, 30, Dec 7, 2019 (464, 148, 675, 169)
notice-body: File No. 2019298801 The following person(s) is (are) doing business as: ABRIO'S AUTO CARE. 9339 TOPANGA CANYON BLVD 87, CHATSWORTH, CA 91311. Full name of registrant(s) is (are) ROBERTO NARVAEZ 9339 TOPANGA CANYON BLVD 87, CHATSWORTH, CA 91311. This Business is conducted by: INDIVIDUAL. Signed: ROBERTO NARVAEZ, OWNER. (464, 901, 675, 986)
notice-publication-dates: Publish: ES Mountain Views News Nov 16, 23, 30, Dec 7, 2019 (689, 1213, 899, 1234)
notice-publication-dates: Publish: ES Mountain Views News Nov 16, 23, 30, Dec 7, 2019 (689, 969, 899, 990)
footer: Mountain Views News 80 W Sierra Madre Blvd. No. 327 Sierra Madre, Ca. 91024 Office: 626.355.2737 Fax: 626.609.3285 Email: editor@mtnviewsnews.com Website: www.mtnviewsnews.com (0, 2542, 1363, 2576)
legal-notice (14, 1775, 224, 1904)
legal-notice (1139, 999, 1349, 1096)
notice-heading: FICTITIOUS BUSINESS NAME STATEMENT (238, 1285, 430, 1295)
notice-body: File No. 2019295460 The following person(s) is (are) doing business as: THE TACO MAN CATERING. 13925 WERNER ST, PACOIMA, CA 91331. Full name of registrant(s) is (are) MARIA ARIAS 13925 WERNER ST, PACOIMA, CA 91331. This Business is conducted by: AN INDIVIDUAL. Signed: MARIA ARIAS, OWNER. (689, 762, 899, 836)
notice-publication-dates: Publish: ES Mountain Views News Nov 16, 23, 30, Dec 7, 2019 (689, 216, 899, 238)
notice-publication-dates: Publish: ES Mountain Views News Nov 16, 23, 30, Dec 7, 2019 (464, 1496, 675, 1518)
legal-notice (239, 1285, 449, 1403)
legal-notice (14, 973, 224, 1134)
page-number: 17 (1278, 0, 1334, 61)
notice-body: File No. 2019300709 The following person(s) is (are) doing business as: THE TRAVEL AUTHORITY. 276 CARUSO AVE, GLENDALE, CA 91210. Full name of registrant(s) is (are) INGENIOUS VENTURE GROUP LLC. This Business is conducted by: LIMITED LIABILITY COMPANY. Signed: KAREN K TOLANI, PRESIDENT. (689, 1259, 899, 1335)
notice-heading: FICTITIOUS BUSINESS NAME STATEMENT (464, 747, 654, 758)
notice-body: File No. 2019-283173 The following person(s) is (are) doing business as: JC CONTRERAS TRUCKING. 13303 FOXLEY DR, WHITTIER, CA 90605. Full name of registrant(s) is (are) JOSE JUAN CONTRERAS-ESPINOZA. This Business is conducted by: AN INDIVIDUAL. Signed: JOSE JUAN CONTRERAS-ESPINOZA. (1139, 1009, 1349, 1084)
notice-heading: FICTITIOUS BUSINESS NAME STATEMENT (14, 1478, 204, 1489)
notice-heading: FICTITIOUS BUSINESS NAME STATEMENT (689, 1005, 880, 1015)
legal-notice (464, 1288, 674, 1396)
notice-publication-dates: Dates Pub: NOV 09, 16, 23, 30, 2019 (914, 216, 1050, 227)
notice-body: File No. 2019-285421 The following person(s) is (are) doing business as: BROADWAY TILE. 6901 S BROADWAY, LOS ANGELES, CA 90003. Full name of registrant(s) is (are) IVAN COVIA. This Business is conducted by: AN INDIVIDUAL. Signed: IVAN COVIA. (914, 776, 1125, 840)
notice-publication-dates: Dates Pub: NOV 09, 16, 23, 30, 2019 (914, 640, 1050, 651)
notice-body: File No. 2019299616 The following person(s) is (are) doing business as: DANISH MODERN NORD. 909 N LARKERSHIM DR, NORTH HOLLYWOOD, CA 91601. Full name of registrant(s) is (are) DANISH MODERN NORD, INC. This Business is conducted by: CORPORATION. Signed: DANISH MODERN NORD, JOHN C. ORTIZ, PRESIDENT. (464, 1299, 675, 1374)
legal-notice (915, 1056, 1125, 1142)
notice-columns (14, 95, 1349, 2532)
notice-heading: FICTITIOUS BUSINESS NAME STATEMENT (914, 242, 1106, 253)
notice-body: File No. 2019-285174 The following person(s) is (are) doing business as: GEMS & OCEAN KAT FASHIONDESIGNS. 2020 S HILLCREST DR, LOS ANGELES, CA 90016. Full name of registrant(s) is (are) WILLIAM ALEXANDER ERAZO. This Business is conducted by: AN INDIVIDUAL. Signed: WILLIAM ALEXANDER ERAZO. (1139, 474, 1349, 550)
legal-notice (689, 253, 899, 371)
notice-heading: FICTITIOUS BUSINESS NAME STATEMENT (14, 765, 204, 775)
notice-publication-dates: Dates Pub: NOV 09, 16, 23, 30, 2019 (914, 1031, 1050, 1042)
notice-heading: FICTITIOUS BUSINESS NAME STATEMENT (238, 679, 430, 689)
legal-notice (1139, 364, 1349, 450)
notice-publication-dates: Dates Pub: NOV 09, 16, 23, 30, 2019 (914, 417, 1050, 428)
notice-heading: FICTITIOUS BUSINESS NAME STATEMENT (914, 131, 1106, 141)
legal-notice (14, 95, 224, 170)
notice-publication-dates: Dates Pub: NOV 09, 16, 23, 30, 2019 (914, 941, 1050, 952)
legal-notice (14, 590, 224, 750)
notice-heading: FICTITIOUS BUSINESS NAME STATEMENT (238, 976, 430, 986)
legal-notice (239, 977, 449, 1116)
notice-publication-dates: Dates Pub: NOV 09, 16, 23, 30, 2019 (914, 1231, 1050, 1242)
notice-publication-dates: Publish: ES Mountain Views News Nov 16, 23, 30, Dec 7, 2019 (689, 1335, 899, 1356)
notice-publication-dates: Publish: ES Mountain Views News Nov 16, 23, 30, Dec 7, 2019 (14, 1596, 224, 1618)
notice-publication-dates: Publish: ES Mountain Views News Nov 16, 23, 30, Dec 7, 2019 (238, 1525, 449, 1546)
notice-heading: FICTITIOUS BUSINESS NAME STATEMENT (464, 470, 654, 481)
notice-body: Nov 16, 23, 30, Dec 7, 2019 (689, 95, 792, 105)
legal-notice (239, 1417, 449, 1546)
